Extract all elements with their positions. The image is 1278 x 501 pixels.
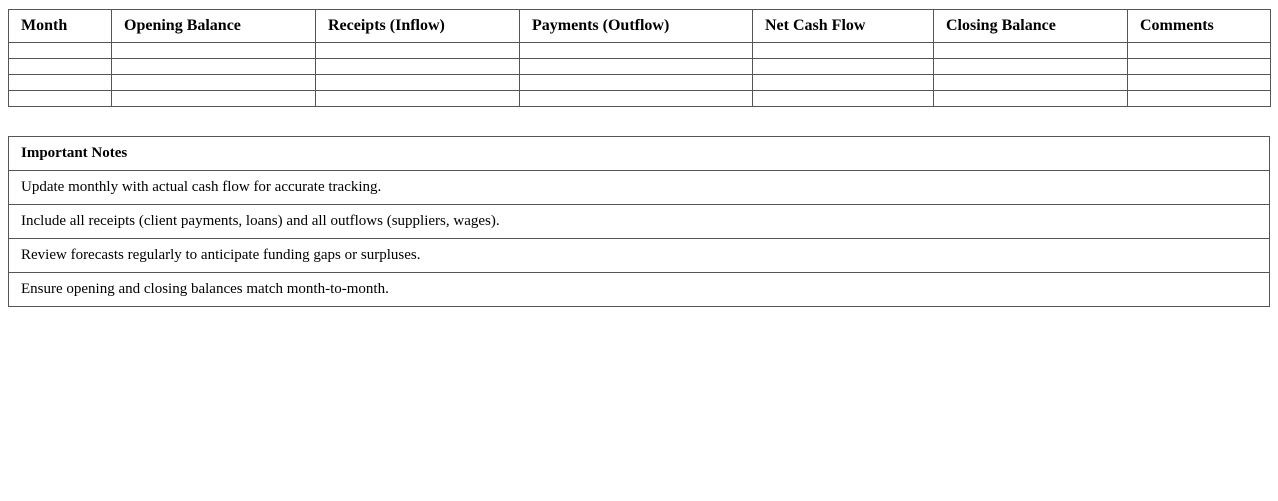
table-cell[interactable] bbox=[753, 75, 934, 91]
table-cell[interactable] bbox=[520, 75, 753, 91]
table-cell[interactable] bbox=[316, 91, 520, 107]
table-cell[interactable] bbox=[112, 75, 316, 91]
table-cell[interactable] bbox=[112, 43, 316, 59]
table-cell[interactable] bbox=[9, 75, 112, 91]
list-item bbox=[9, 205, 1270, 239]
notes-title: Important Notes bbox=[9, 137, 1270, 171]
table-cell[interactable] bbox=[520, 91, 753, 107]
header-payments: Payments (Outflow) bbox=[520, 10, 753, 43]
notes-header-row bbox=[9, 137, 1270, 171]
note-text: Ensure opening and closing balances match month-to-month. bbox=[9, 273, 1270, 307]
table-cell[interactable] bbox=[1128, 91, 1271, 107]
important-notes-table bbox=[8, 136, 1270, 307]
table-cell[interactable] bbox=[753, 59, 934, 75]
table-cell[interactable] bbox=[934, 91, 1128, 107]
table-cell[interactable] bbox=[753, 43, 934, 59]
table-cell[interactable] bbox=[112, 59, 316, 75]
table-cell[interactable] bbox=[9, 43, 112, 59]
header-receipts: Receipts (Inflow) bbox=[316, 10, 520, 43]
header-month: Month bbox=[9, 10, 112, 43]
table-cell[interactable] bbox=[753, 91, 934, 107]
note-text: Include all receipts (client payments, loans) and all outflows (suppliers, wages). bbox=[9, 205, 1270, 239]
table-cell[interactable] bbox=[112, 91, 316, 107]
table-cell[interactable] bbox=[520, 59, 753, 75]
table-row bbox=[9, 43, 1271, 59]
table-cell[interactable] bbox=[1128, 43, 1271, 59]
header-net-cash-flow: Net Cash Flow bbox=[753, 10, 934, 43]
list-item bbox=[9, 239, 1270, 273]
table-cell[interactable] bbox=[316, 43, 520, 59]
table-cell[interactable] bbox=[9, 59, 112, 75]
table-row bbox=[9, 59, 1271, 75]
header-closing-balance: Closing Balance bbox=[934, 10, 1128, 43]
note-text: Review forecasts regularly to anticipate funding gaps or surpluses. bbox=[9, 239, 1270, 273]
table-cell[interactable] bbox=[1128, 75, 1271, 91]
table-cell[interactable] bbox=[934, 75, 1128, 91]
table-row bbox=[9, 75, 1271, 91]
note-text: Update monthly with actual cash flow for accurate tracking. bbox=[9, 171, 1270, 205]
table-cell[interactable] bbox=[316, 59, 520, 75]
table-cell[interactable] bbox=[1128, 59, 1271, 75]
table-cell[interactable] bbox=[520, 43, 753, 59]
table-cell[interactable] bbox=[9, 91, 112, 107]
cash-flow-table bbox=[8, 9, 1271, 107]
header-comments: Comments bbox=[1128, 10, 1271, 43]
table-row bbox=[9, 91, 1271, 107]
table-cell[interactable] bbox=[316, 75, 520, 91]
list-item bbox=[9, 273, 1270, 307]
table-cell[interactable] bbox=[934, 43, 1128, 59]
header-row bbox=[9, 10, 1271, 43]
table-cell[interactable] bbox=[934, 59, 1128, 75]
header-opening-balance: Opening Balance bbox=[112, 10, 316, 43]
list-item bbox=[9, 171, 1270, 205]
